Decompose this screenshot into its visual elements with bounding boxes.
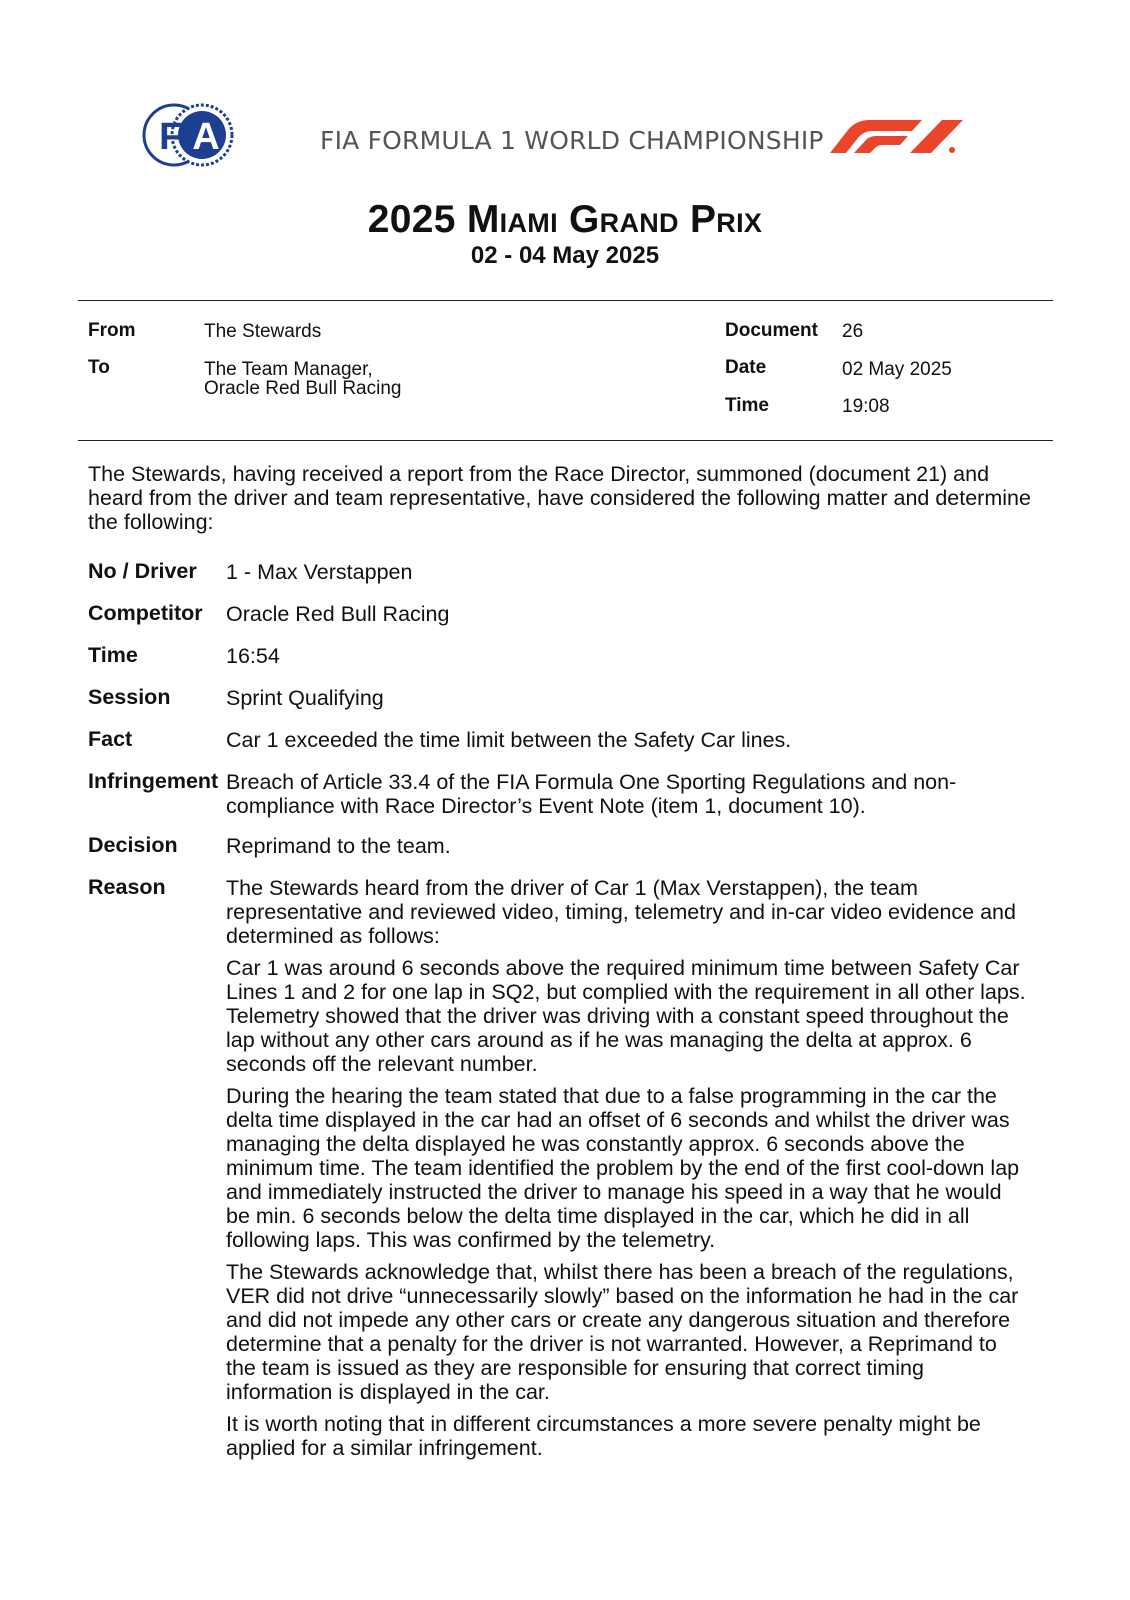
competitor-value: Oracle Red Bull Racing bbox=[226, 602, 450, 626]
time-value: 19:08 bbox=[842, 396, 890, 417]
reason-paragraph: During the hearing the team stated that due to a false programming in the car the delta time displayed in the car had an offset of 6 seconds and whilst the driver was managing the delta displayed he was constantly approx. 6 seconds above the minimum time. The team identified the problem by the end of the first cool-down lap and immediately instructed the driver to manage his speed in a way that he would be min. 6 seconds below the delta time displayed in the car, which he did in all following laps. This was confirmed by the telemetry. bbox=[226, 1084, 1020, 1252]
to-value-line2: Oracle Red Bull Racing bbox=[204, 378, 402, 399]
reason-paragraph: It is worth noting that in different circumstances a more severe penalty might be applied for a similar infringement. bbox=[226, 1412, 981, 1460]
session-label: Session bbox=[88, 685, 171, 709]
reason-text bbox=[226, 876, 1026, 1468]
reason-paragraph: Car 1 was around 6 seconds above the required minimum time between Safety Car Lines 1 and 2 for one lap in SQ2, but complied with the requirement in all other laps. Telemetry showed that the driver was driving with a constant speed throughout the lap without any other cars around as if he was managing the delta at approx. 6 seconds off the relevant number. bbox=[226, 956, 1026, 1076]
infringement-label: Infringement bbox=[88, 769, 219, 793]
session-value: Sprint Qualifying bbox=[226, 686, 384, 710]
to-value-line1: The Team Manager, bbox=[204, 359, 373, 380]
fia-logo bbox=[142, 103, 234, 167]
event-title: 2025 Miami Grand Prix bbox=[367, 198, 763, 241]
svg-text:A: A bbox=[192, 116, 220, 158]
svg-text:Fi: Fi bbox=[159, 116, 193, 158]
fact-value: Car 1 exceeded the time limit between the Safety Car lines. bbox=[226, 728, 792, 752]
to-label: To bbox=[88, 357, 110, 378]
competitor-label: Competitor bbox=[88, 601, 203, 625]
event-dates: 02 - 04 May 2025 bbox=[470, 242, 660, 269]
document-label: Document bbox=[725, 320, 818, 341]
reason-paragraph: The Stewards heard from the driver of Car 1 (Max Verstappen), the team representative and reviewed video, timing, telemetry and in-car video evidence and determined as follows: bbox=[226, 876, 1016, 948]
decision-label: Decision bbox=[88, 833, 178, 857]
date-label: Date bbox=[725, 357, 767, 378]
fact-label: Fact bbox=[88, 727, 133, 751]
from-label: From bbox=[88, 320, 136, 341]
f1-logo bbox=[830, 118, 965, 154]
from-value: The Stewards bbox=[204, 321, 322, 342]
driver-value: 1 - Max Verstappen bbox=[226, 560, 413, 584]
time-label: Time bbox=[725, 395, 770, 416]
divider-bottom bbox=[78, 440, 1053, 441]
decision-value: Reprimand to the team. bbox=[226, 834, 451, 858]
document-value: 26 bbox=[842, 321, 864, 342]
date-value: 02 May 2025 bbox=[842, 359, 952, 380]
infringement-value: Breach of Article 33.4 of the FIA Formula One Sporting Regulations and non-compliance with Race Director’s Event Note (item 1, document 10). bbox=[226, 770, 957, 818]
incident-time-value: 16:54 bbox=[226, 644, 280, 668]
reason-paragraph: The Stewards acknowledge that, whilst there has been a breach of the regulations, VER did not drive “unnecessarily slowly” based on the information he had in the car and did not impede any other cars or create any dangerous situation and therefore determine that a penalty for the driver is not warranted. However, a Reprimand to the team is issued as they are responsible for ensuring that correct timing information is displayed in the car. bbox=[226, 1260, 1019, 1404]
driver-label: No / Driver bbox=[88, 559, 197, 583]
incident-time-label: Time bbox=[88, 643, 138, 667]
intro-paragraph: The Stewards, having received a report from the Race Director, summoned (document 21) and heard from the driver and team representative, have considered the following matter and determine the following: bbox=[88, 462, 1031, 534]
reason-label: Reason bbox=[88, 875, 166, 899]
divider-top bbox=[78, 300, 1053, 301]
championship-title: FIA FORMULA 1 WORLD CHAMPIONSHIP bbox=[320, 126, 824, 155]
